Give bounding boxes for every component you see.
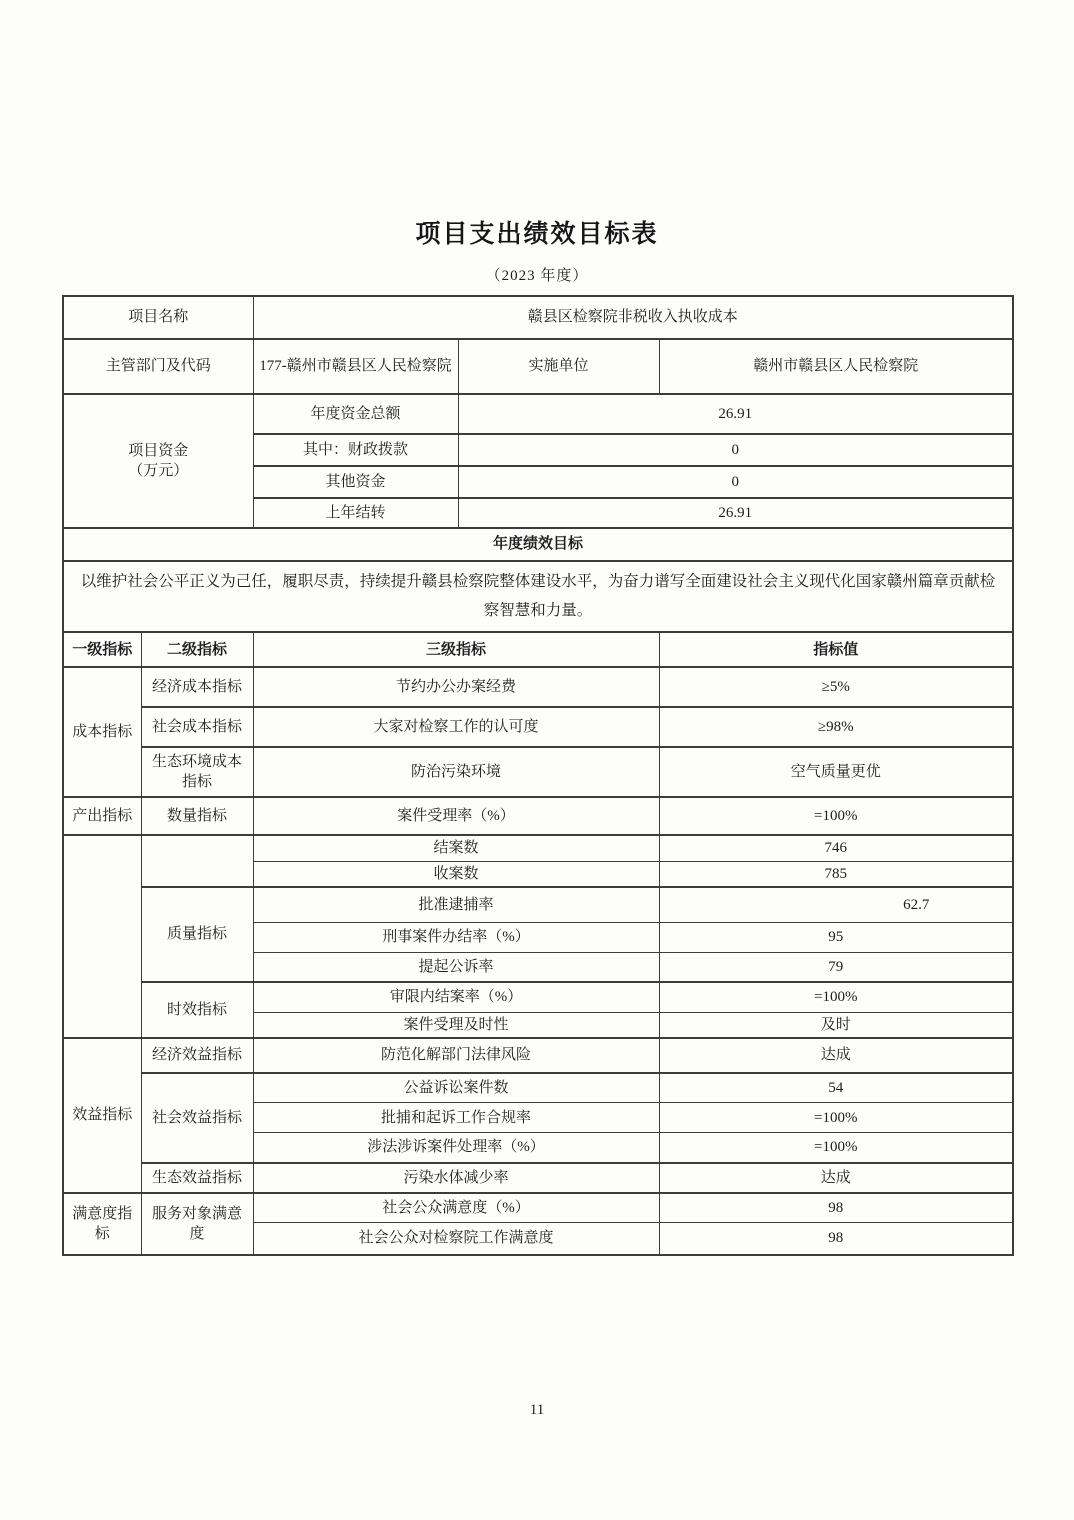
value-cell: 98 — [659, 1193, 1013, 1223]
level2-cell: 经济成本指标 — [141, 667, 253, 707]
indicator-row — [63, 835, 1013, 861]
annual-goal-header-row — [63, 528, 1013, 561]
level2-cell — [141, 835, 253, 887]
indicator-row — [63, 797, 1013, 835]
level1-cell — [63, 835, 141, 1038]
performance-target-table — [62, 295, 1014, 1256]
header-level3: 三级指标 — [253, 632, 659, 667]
header-level2: 二级指标 — [141, 632, 253, 667]
implementing-unit-value: 赣州市赣县区人民检察院 — [659, 339, 1013, 394]
value-cell: =100% — [659, 1103, 1013, 1133]
indicator-header-row — [63, 632, 1013, 667]
indicator-row — [63, 1193, 1013, 1223]
indicator-row — [63, 1073, 1013, 1103]
value-cell: 746 — [659, 835, 1013, 861]
project-name-row — [63, 296, 1013, 339]
value-cell: 54 — [659, 1073, 1013, 1103]
level3-cell: 审限内结案率（%） — [253, 982, 659, 1012]
indicator-row — [63, 1163, 1013, 1193]
value-cell: 达成 — [659, 1038, 1013, 1073]
level2-cell: 社会成本指标 — [141, 707, 253, 747]
level3-cell: 刑事案件办结率（%） — [253, 922, 659, 952]
project-name-label: 项目名称 — [63, 296, 253, 339]
value-cell: 79 — [659, 952, 1013, 982]
level2-cell: 经济效益指标 — [141, 1038, 253, 1073]
value-cell: 62.7 — [659, 887, 1013, 922]
funds-label-line2: （万元） — [128, 463, 189, 479]
level3-cell: 社会公众对检察院工作满意度 — [253, 1223, 659, 1255]
level3-cell: 批捕和起诉工作合规率 — [253, 1103, 659, 1133]
level1-cell: 效益指标 — [63, 1038, 141, 1193]
value-cell: 空气质量更优 — [659, 747, 1013, 797]
level3-cell: 结案数 — [253, 835, 659, 861]
level2-cell: 生态效益指标 — [141, 1163, 253, 1193]
value-cell: =100% — [659, 797, 1013, 835]
value-cell: =100% — [659, 982, 1013, 1012]
level2-cell: 时效指标 — [141, 982, 253, 1038]
value-cell: 785 — [659, 861, 1013, 887]
level1-cell: 满意度指标 — [63, 1193, 141, 1255]
funds-total-label: 年度资金总额 — [253, 394, 458, 434]
funds-other-value: 0 — [458, 466, 1013, 498]
header-value: 指标值 — [659, 632, 1013, 667]
implementing-unit-label: 实施单位 — [458, 339, 659, 394]
level3-cell: 收案数 — [253, 861, 659, 887]
page-number: 11 — [529, 1402, 545, 1418]
funds-carryover-value: 26.91 — [458, 498, 1013, 528]
annual-goal-text-row — [63, 561, 1013, 632]
level3-cell: 提起公诉率 — [253, 952, 659, 982]
page-subtitle: （2023 年度） — [485, 268, 589, 284]
value-cell: 及时 — [659, 1012, 1013, 1038]
department-code-value: 177-赣州市赣县区人民检察院 — [253, 339, 458, 394]
value-cell: 98 — [659, 1223, 1013, 1255]
level3-cell: 节约办公办案经费 — [253, 667, 659, 707]
level2-cell: 数量指标 — [141, 797, 253, 835]
project-name-value: 赣县区检察院非税收入执收成本 — [253, 296, 1013, 339]
indicator-row — [63, 1038, 1013, 1073]
level3-cell: 社会公众满意度（%） — [253, 1193, 659, 1223]
value-cell: 95 — [659, 922, 1013, 952]
department-row — [63, 339, 1013, 394]
header-level1: 一级指标 — [63, 632, 141, 667]
level2-cell: 服务对象满意度 — [141, 1193, 253, 1255]
indicator-row — [63, 667, 1013, 707]
indicator-row — [63, 887, 1013, 922]
funds-other-label: 其他资金 — [253, 466, 458, 498]
level1-cell: 产出指标 — [63, 797, 141, 835]
funds-carryover-label: 上年结转 — [253, 498, 458, 528]
funds-fiscal-label: 其中：财政拨款 — [253, 434, 458, 466]
indicator-row — [63, 982, 1013, 1012]
page-title: 项目支出绩效目标表 — [415, 220, 659, 248]
level3-cell: 案件受理率（%） — [253, 797, 659, 835]
level3-cell: 公益诉讼案件数 — [253, 1073, 659, 1103]
value-cell: 达成 — [659, 1163, 1013, 1193]
funds-label-line1: 项目资金 — [128, 442, 189, 459]
indicator-row — [63, 707, 1013, 747]
level3-cell: 大家对检察工作的认可度 — [253, 707, 659, 747]
level2-cell: 质量指标 — [141, 887, 253, 982]
level2-cell: 生态环境成本指标 — [141, 747, 253, 797]
annual-goal-text: 以维护社会公平正义为己任，履职尽责，持续提升赣县检察院整体建设水平，为奋力谱写全面建设社会主义现代化国家赣州篇章贡献检察智慧和力量。 — [63, 561, 1013, 632]
level3-cell: 涉法涉诉案件处理率（%） — [253, 1133, 659, 1163]
annual-goal-header: 年度绩效目标 — [63, 528, 1013, 561]
level3-cell: 防范化解部门法律风险 — [253, 1038, 659, 1073]
funds-fiscal-value: 0 — [458, 434, 1013, 466]
funds-label — [63, 394, 253, 528]
value-cell: ≥98% — [659, 707, 1013, 747]
level1-cell: 成本指标 — [63, 667, 141, 797]
value-cell: ≥5% — [659, 667, 1013, 707]
level3-cell: 案件受理及时性 — [253, 1012, 659, 1038]
value-cell: =100% — [659, 1133, 1013, 1163]
indicator-row — [63, 747, 1013, 797]
level3-cell: 污染水体减少率 — [253, 1163, 659, 1193]
level3-cell: 防治污染环境 — [253, 747, 659, 797]
funds-total-value: 26.91 — [458, 394, 1013, 434]
funds-total-row — [63, 394, 1013, 434]
level3-cell: 批准逮捕率 — [253, 887, 659, 922]
level2-cell: 社会效益指标 — [141, 1073, 253, 1163]
department-label: 主管部门及代码 — [63, 339, 253, 394]
